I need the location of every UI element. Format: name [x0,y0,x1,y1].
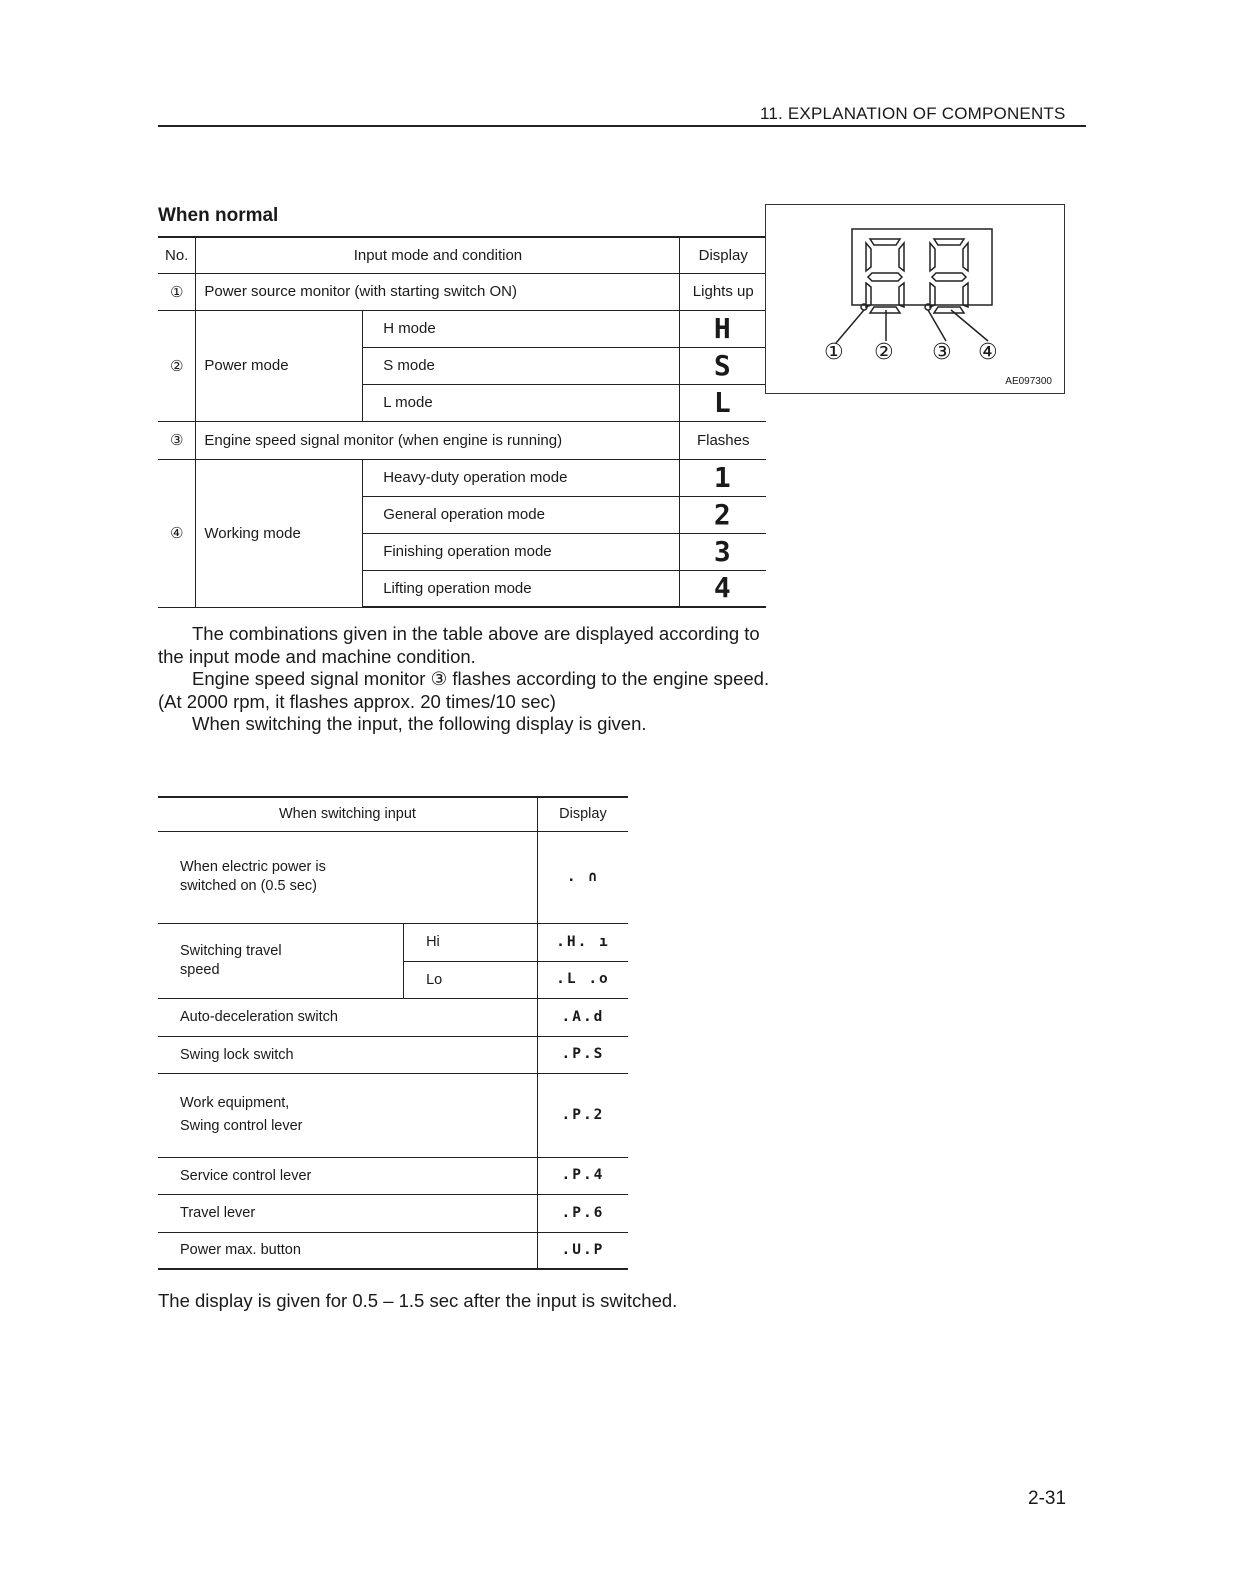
row-label: Service control lever [158,1157,537,1194]
table-row [158,1073,628,1157]
speed-option: Hi [404,923,538,961]
segment-display: .P.6 [537,1194,628,1232]
mode-label: S mode [363,347,680,384]
row-label: Auto-deceleration switch [158,998,537,1036]
table-row [158,1232,628,1269]
row-condition: Power source monitor (with starting switch ON) [196,273,680,310]
mode-label: Heavy-duty operation mode [363,459,680,496]
explanation-text [158,623,770,736]
paragraph: The combinations given in the table above are displayed according to the input mode and machine condition. [158,623,760,667]
segment-display: 3 [680,533,766,570]
callout-1: ① [824,339,844,364]
row-label: When electric power is switched on (0.5 sec) [180,859,326,894]
table-row [158,831,628,923]
row-label: Power max. button [158,1232,537,1269]
row-display: Lights up [680,273,766,310]
header-display: Display [537,797,628,831]
segment-display: .U.P [537,1232,628,1269]
table-row [158,459,766,496]
normal-mode-table [158,236,766,608]
segment-display: 1 [680,459,766,496]
row-display: Flashes [680,421,766,459]
table-header-row [158,237,766,273]
segment-display: L [680,384,766,421]
row-number: ③ [158,421,196,459]
table-row [158,1157,628,1194]
table-header-row [158,797,628,831]
callout-4: ④ [978,339,998,364]
mode-label: Lifting operation mode [363,570,680,607]
switching-input-table [158,796,628,1270]
display-panel-diagram [765,204,1065,394]
row-number: ① [158,273,196,310]
segment-display: .H. ı [537,923,628,961]
table-row [158,273,766,310]
paragraph: Engine speed signal monitor ③ flashes according to the engine speed. (At 2000 rpm, it flashes approx. 20 times/10 sec) [158,668,770,712]
table-row [158,421,766,459]
header-display: Display [680,237,766,273]
segment-display: 2 [680,496,766,533]
table-row [158,1194,628,1232]
row-number: ② [158,310,196,421]
segment-display: .P.S [537,1036,628,1073]
mode-label: Finishing operation mode [363,533,680,570]
mode-label: General operation mode [363,496,680,533]
table-row [158,1036,628,1073]
section-title: When normal [158,205,279,226]
segment-display: .P.2 [537,1073,628,1157]
mode-label: L mode [363,384,680,421]
page-header-title: 11. EXPLANATION OF COMPONENTS [760,104,1066,123]
paragraph: When switching the input, the following display is given. [192,713,647,735]
segment-display: .P.4 [537,1157,628,1194]
row-label: Work equipment, Swing control lever [180,1095,303,1134]
header-no: No. [158,237,196,273]
table-row [158,998,628,1036]
footer-note: The display is given for 0.5 – 1.5 sec after the input is switched. [158,1290,678,1311]
callout-2: ② [874,339,894,364]
table-row [158,923,628,961]
callout-3: ③ [932,339,952,364]
segment-display: .L .o [537,961,628,998]
speed-option: Lo [404,961,538,998]
page-number: 2-31 [1028,1488,1067,1509]
row-condition: Engine speed signal monitor (when engine is running) [196,421,680,459]
row-label: Swing lock switch [158,1036,537,1073]
row-number: ④ [158,459,196,607]
row-group: Working mode [196,459,363,607]
header-condition: Input mode and condition [196,237,680,273]
table-row [158,310,766,347]
segment-display: H [680,310,766,347]
row-label: Switching travel speed [180,942,282,978]
seven-segment-display-icon [766,205,1064,393]
segment-display: S [680,347,766,384]
row-group: Power mode [196,310,363,421]
segment-display: . ∩ [537,831,628,923]
segment-display: 4 [680,570,766,607]
segment-display: .A.d [537,998,628,1036]
header-input: When switching input [158,797,537,831]
row-label: Travel lever [158,1194,537,1232]
header-rule [158,125,1086,127]
figure-code: AE097300 [1005,376,1052,387]
mode-label: H mode [363,310,680,347]
